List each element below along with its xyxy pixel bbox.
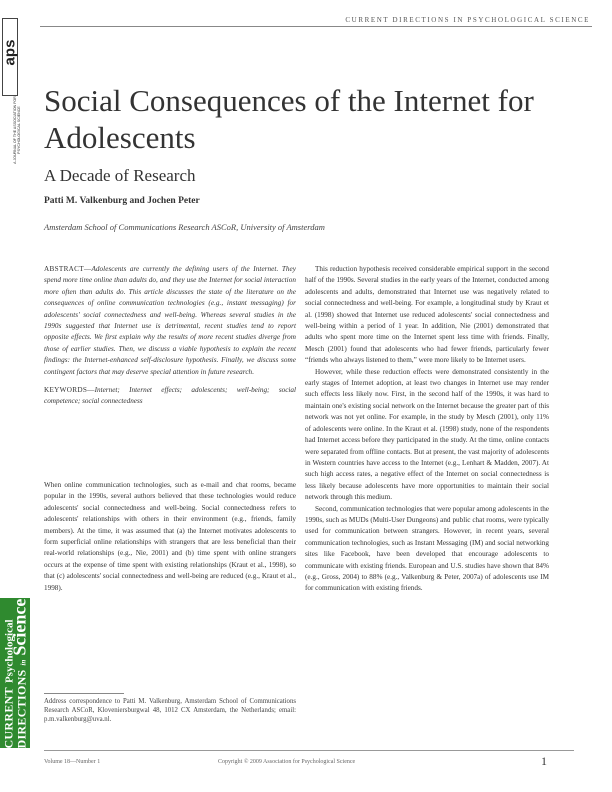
body-left-column xyxy=(44,480,296,594)
footnote-rule xyxy=(44,693,124,694)
body-paragraph: When online communication technologies, such as e-mail and chat rooms, became popular in the 1990s, several authors believed that these technologies would reduce adolescents' social connectedness and well-being. Social connectedness refers to adolescents' relationships with others in their environment (e.g., friends, family members). At the time, it was assumed that (a) the Internet motivates adolescents to form superficial online relationships with strangers that are less beneficial than their real-world relationships (e.g., Nie, 2001) and (b) time spent with online strangers occurs at the expense of time spent with existing relationships (Kraut et al., 1998), so that (c) adolescents' social connectedness and well-being are reduced (e.g., Kraut et al., 1998). xyxy=(44,481,296,592)
article-authors: Patti M. Valkenburg and Jochen Peter xyxy=(44,196,200,206)
keywords-label: KEYWORDS— xyxy=(44,386,95,395)
running-head: CURRENT DIRECTIONS IN PSYCHOLOGICAL SCIENCE xyxy=(345,16,590,24)
article-subtitle: A Decade of Research xyxy=(44,166,196,185)
copyright: Copyright © 2009 Association for Psychological Science xyxy=(218,759,356,765)
body-paragraph: However, while these reduction effects were demonstrated consistently in the early stages of Internet adoption, at least two changes in Internet use may render such effects less likely now. First, in the second half of the 1990s, it was hard to maintain one's existing social network on the Internet because the greater part of this network was not yet online. For example, in the study by Mesch (2001), only 11% of adolescents were online. In the Kraut et al. (1998) study, none of the respondents had Internet access before they participated in the study. At the time, online contacts were separated from offline contacts. But at present, the vast majority of adolescents in Western countries have access to the Internet (e.g., Lenhart & Madden, 2007). At such high access rates, a negative effect of the Internet on social connectedness is less likely because adolescents have more opportunities to maintain their social network through this medium. xyxy=(305,367,549,502)
abstract xyxy=(44,264,296,378)
article-affiliation: Amsterdam School of Communications Research ASCoR, University of Amsterdam xyxy=(44,222,325,232)
body-paragraph: This reduction hypothesis received considerable empirical support in the second half of the 1990s. Several studies in the early years of the Internet, conducted among adolescents and adults, demonstrated that Internet use was negatively related to social connectedness and well-being. For example, a longitudinal study by Kraut et al. (1998) showed that Internet use reduced adolescents' social connectedness and well-being within a period of 1 year. In addition, Nie (2001) demonstrated that adults who spent more time on the Internet spent less time with friends. Finally, Mesch (2001) found that adolescents who had fewer friends, particularly fewer “friends who always listened to them,” were more likely to be Internet users. xyxy=(305,265,549,365)
journal-line-directions: DIRECTIONS xyxy=(14,669,29,749)
volume-info: Volume 18—Number 1 xyxy=(44,759,101,765)
keywords-text: Internet; Internet effects; adolescents; well-being; social competence; social connectedness xyxy=(44,386,296,406)
page-number: 1 xyxy=(541,754,547,768)
header-rule xyxy=(40,26,592,27)
abstract-label: ABSTRACT— xyxy=(44,265,92,273)
article-title: Social Consequences of the Internet for Adolescents xyxy=(44,83,534,155)
journal-word-science: Science xyxy=(9,598,30,656)
abstract-text: Adolescents are currently the defining users of the Internet. They spend more time online than adults do, and they use the Internet for social interaction more often than adults do. This article discusses the state of the literature on the consequences of online communication technologies (e.g., instant messaging) for adolescents' social connectedness and well-being. Whereas several studies in the 1990s suggested that Internet use is detrimental, recent studies tend to report opposite effects. We first explain why the results of more recent studies diverge from those of earlier studies. Then, we discuss a viable hypothesis to explain the recent findings: the Internet-enhanced self-disclosure hypothesis. Finally, we discuss some contingent factors that may deserve special attention in future research. xyxy=(44,265,296,376)
body-right-column xyxy=(305,264,549,595)
keywords xyxy=(44,385,296,408)
footer-rule xyxy=(44,750,574,751)
correspondence-note: Address correspondence to Patti M. Valkenburg, Amsterdam School of Communications Research ASCoR, Kloveniersburgwal 48, 1012 CX Amsterdam, the Netherlands; email: p.m.valkenburg@uva.nl. xyxy=(44,698,296,723)
journal-word-psychological: Psychological xyxy=(3,619,16,684)
journal-word-in: in xyxy=(19,659,28,666)
aps-logo: aps xyxy=(1,39,19,66)
aps-description: A JOURNAL OF THE ASSOCIATION FOR PSYCHOLOGICAL SCIENCE xyxy=(13,96,21,164)
journal-logo xyxy=(1,593,30,749)
journal-line-current: CURRENT xyxy=(1,687,16,749)
abstract-block xyxy=(44,264,296,408)
body-paragraph: Second, communication technologies that were popular among adolescents in the 1990s, such as MUDs (Multi-User Dungeons) and public chat rooms, were typically used for communication between strangers. However, in recent years, several communication technologies, such as Instant Messaging (IM) and social networking sites like Facebook, have been developed that encourage adolescents to communicate with existing friends. European and U.S. studies have shown that 84% (e.g., Gross, 2004) to 88% (e.g., Valkenburg & Peter, 2007a) of adolescents use IM for communication with existing friends. xyxy=(305,504,549,593)
